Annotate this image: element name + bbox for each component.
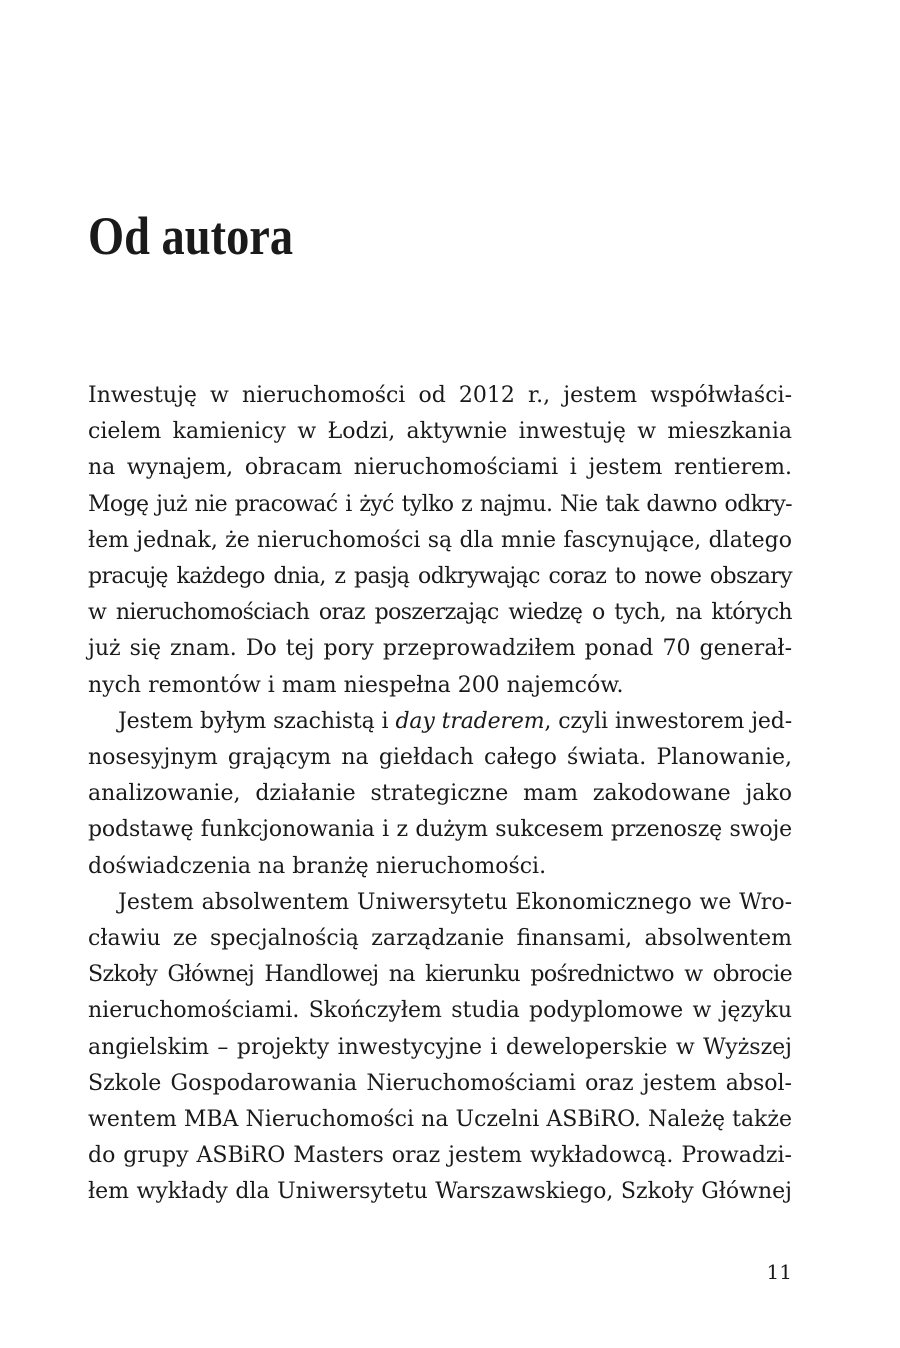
text-line: łem wykłady dla Uniwersytetu Warszawskiego, Szkoły Głównej: [88, 1179, 792, 1205]
italic-term: day traderem: [395, 708, 545, 734]
text-segment: , czyli inwestorem jed-: [544, 708, 792, 734]
text-line: wentem MBA Nieruchomości na Uczelni ASBiRO. Należę także: [88, 1107, 792, 1133]
text-line: doświadczenia na branżę nieruchomości.: [88, 853, 547, 879]
text-line: do grupy ASBiRO Masters oraz jestem wykładowcą. Prowadzi-: [88, 1143, 792, 1169]
text-line: [88, 704, 792, 740]
text-line: Inwestuję w nieruchomości od 2012 r., jestem współwłaści-: [88, 383, 792, 408]
page-number: 11: [766, 1260, 792, 1284]
text-line: nych remontów i mam niespełna 200 najemców.: [88, 672, 624, 698]
paragraph-2: [88, 704, 792, 885]
text-line: nosesyjnym grającym na giełdach całego świata. Planowanie,: [88, 745, 792, 771]
text-line: pracuję każdego dnia, z pasją odkrywając coraz to nowe obszary: [88, 564, 792, 590]
text-segment: Jestem byłym szachistą i: [118, 708, 396, 734]
text-line: w nieruchomościach oraz poszerzając wiedzę o tych, na których: [88, 600, 792, 626]
text-line: podstawę funkcjonowania i z dużym sukcesem przenoszę swoje: [88, 817, 792, 843]
text-line: cielem kamienicy w Łodzi, aktywnie inwestuję w mieszkania: [88, 419, 792, 445]
paragraph-3: [88, 885, 792, 1211]
text-line: angielskim – projekty inwestycyjne i deweloperskie w Wyższej: [88, 1034, 792, 1060]
text-line: analizowanie, działanie strategiczne mam zakodowane jako: [88, 781, 792, 807]
text-line: Szkoły Głównej Handlowej na kierunku pośrednictwo w obrocie: [88, 962, 792, 988]
text-line: łem jednak, że nieruchomości są dla mnie fascynujące, dlatego: [88, 527, 792, 553]
paragraph-1: [88, 378, 792, 704]
chapter-title: Od autora: [88, 206, 294, 266]
text-line: na wynajem, obracam nieruchomościami i jestem rentierem.: [88, 455, 792, 481]
text-line: już się znam. Do tej pory przeprowadziłem ponad 70 generał-: [88, 636, 792, 662]
text-line: Mogę już nie pracować i żyć tylko z najmu. Nie tak dawno odkry-: [88, 491, 792, 517]
text-line: Jestem absolwentem Uniwersytetu Ekonomicznego we Wro-: [118, 889, 792, 915]
text-line: Szkole Gospodarowania Nieruchomościami oraz jestem absol-: [88, 1070, 792, 1096]
body-text: [88, 378, 792, 1211]
text-line: cławiu ze specjalnością zarządzanie finansami, absolwentem: [88, 926, 792, 952]
text-line: nieruchomościami. Skończyłem studia podyplomowe w języku: [88, 998, 792, 1024]
